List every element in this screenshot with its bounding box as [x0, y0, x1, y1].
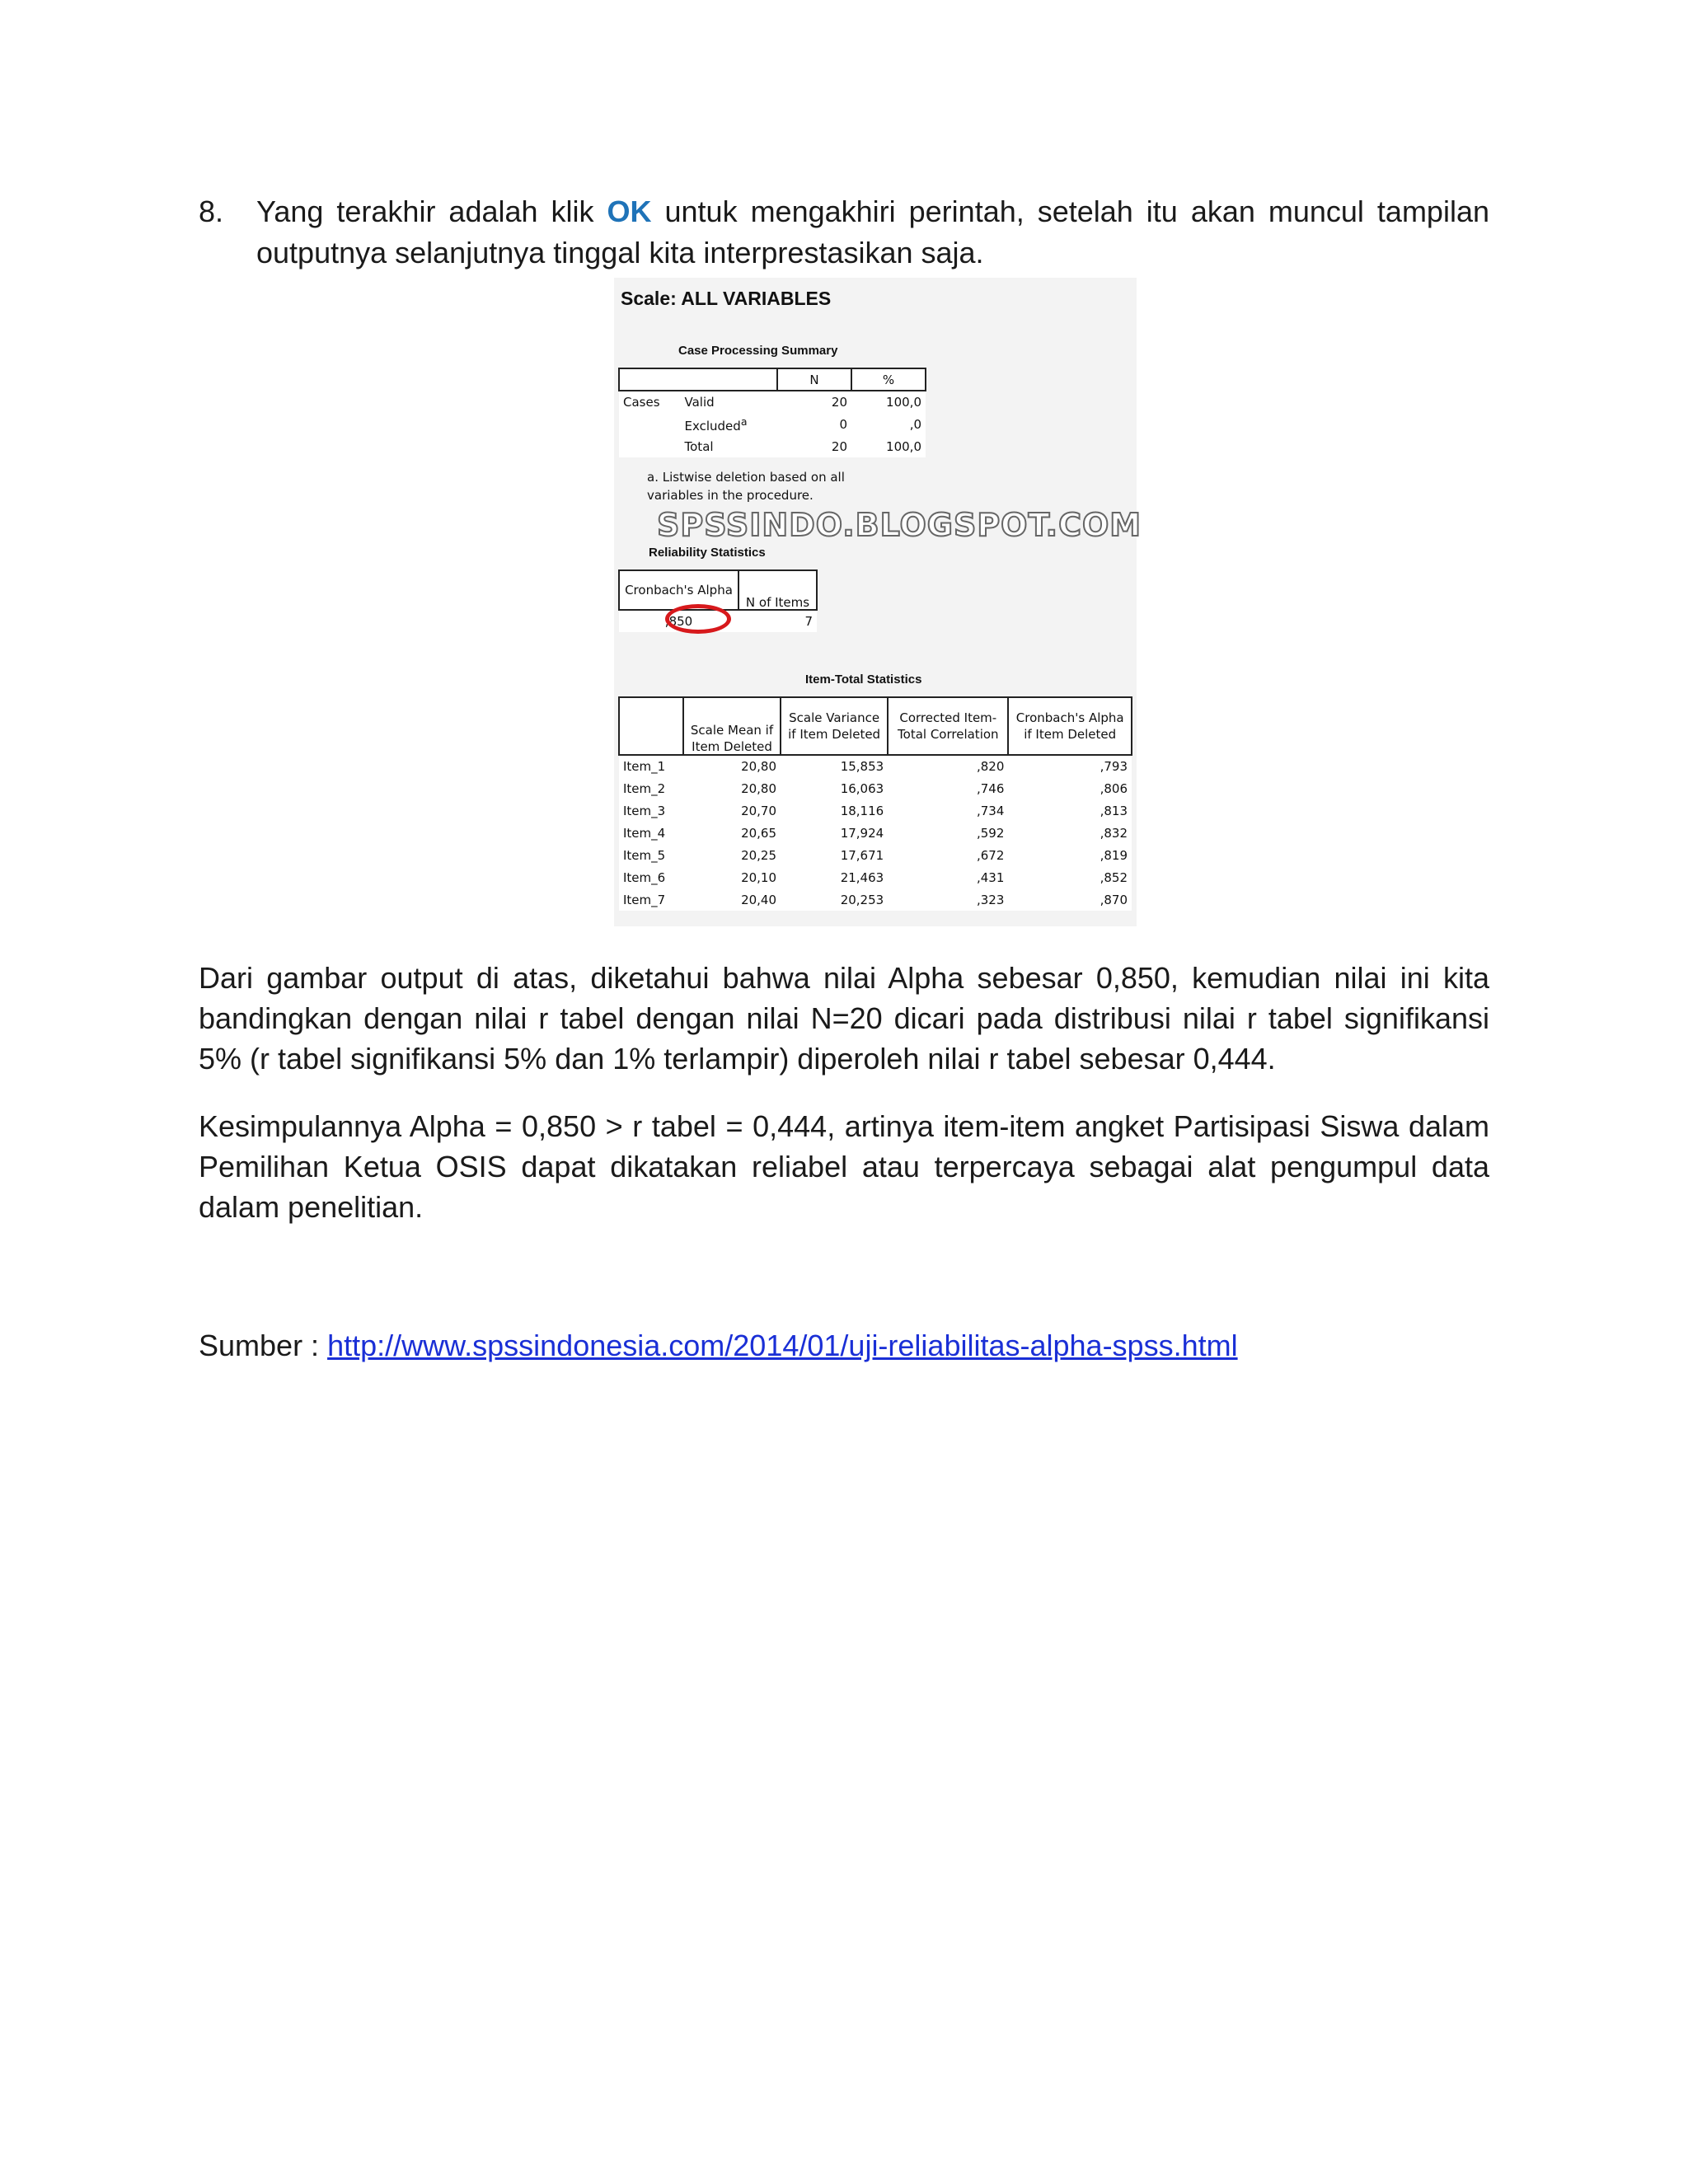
table-row: [619, 391, 926, 413]
table-cell: 20,40: [741, 892, 777, 907]
items-value: 7: [804, 613, 813, 629]
table-cell: 20,10: [741, 869, 777, 885]
table-row: [619, 799, 1132, 822]
watermark: SPSSINDO.BLOGSPOT.COM: [657, 507, 1142, 543]
table-cell: ,0: [909, 416, 921, 432]
step-text-before: Yang terakhir adalah klik: [256, 194, 607, 228]
header-cell: Scale Mean if Item Deleted: [683, 697, 781, 755]
alpha-value: ,850: [664, 613, 693, 629]
table-cell: 15,853: [840, 758, 884, 774]
table-cell: 20,253: [840, 892, 884, 907]
table-cell: [619, 413, 681, 435]
table-row: [619, 822, 1132, 844]
table-cell: [619, 435, 681, 457]
table-cell: ,672: [976, 847, 1005, 863]
table-row: [619, 413, 926, 435]
table-cell: Item_1: [623, 758, 666, 774]
table-cell: 21,463: [840, 869, 884, 885]
table-row: [619, 888, 1132, 911]
header-cell: Scale Variance if Item Deleted: [781, 697, 888, 755]
step-text: [256, 191, 1489, 274]
table-cell: 20,80: [741, 758, 777, 774]
excluded-label: Excluded: [684, 418, 741, 434]
table-cell: Item_6: [623, 869, 666, 885]
table-header-row: [619, 570, 817, 610]
table-cell: 0: [839, 416, 847, 432]
table-cell: 20,70: [741, 803, 777, 818]
table-cell: ,806: [1100, 780, 1128, 796]
case-processing-caption: Case Processing Summary: [678, 344, 838, 358]
header-cell: [619, 697, 683, 755]
header-cell: %: [851, 368, 926, 391]
table-row: [619, 755, 1132, 777]
table-row: [619, 777, 1132, 799]
item-total-table: [619, 697, 1132, 911]
table-cell: Cases: [623, 394, 660, 410]
table-cell: 20: [831, 438, 847, 454]
table-row: [619, 866, 1132, 888]
table-cell: ,819: [1100, 847, 1128, 863]
item-total-caption: Item-Total Statistics: [805, 673, 922, 687]
table-cell: Item_7: [623, 892, 666, 907]
source-line: [199, 1325, 1238, 1366]
header-cell: N of Items: [738, 570, 817, 610]
table-cell: Item_4: [623, 825, 666, 841]
table-cell: 100,0: [886, 394, 921, 410]
table-cell: ,746: [976, 780, 1005, 796]
table-cell: 17,924: [840, 825, 884, 841]
step-8: [199, 191, 1489, 274]
table-header-row: [619, 368, 926, 391]
table-cell: 100,0: [886, 438, 921, 454]
ok-keyword: OK: [607, 194, 652, 228]
table-cell: ,734: [976, 803, 1005, 818]
table-cell: 20: [831, 394, 847, 410]
spss-output-screenshot: [614, 278, 1142, 926]
paragraph-conclusion: Kesimpulannya Alpha = 0,850 > r tabel = 0,444, artinya item-item angket Partisipasi Siswa dalam Pemilihan Ketua OSIS dapat dikatakan reliabel atau terpercaya sebagai alat pengumpul data dalam penelitian.: [199, 1109, 1489, 1224]
table-cell: ,431: [976, 869, 1005, 885]
table-cell: 17,671: [840, 847, 884, 863]
scale-title: Scale: ALL VARIABLES: [621, 288, 832, 309]
table-cell: ,852: [1100, 869, 1128, 885]
table-cell: [681, 413, 777, 435]
header-cell: Cronbach's Alpha: [619, 570, 738, 610]
table-row: [619, 435, 926, 457]
header-cell: N: [777, 368, 851, 391]
table-cell: Total: [684, 438, 714, 454]
table-cell: Item_5: [623, 847, 666, 863]
table-cell: ,813: [1100, 803, 1128, 818]
table-cell: 20,25: [741, 847, 777, 863]
table-cell: Item_3: [623, 803, 666, 818]
table-cell: 20,80: [741, 780, 777, 796]
table-row: [619, 844, 1132, 866]
step-number: 8.: [199, 194, 224, 228]
case-processing-table: [619, 368, 926, 457]
table-cell: Valid: [684, 394, 715, 410]
reliability-caption: Reliability Statistics: [649, 546, 766, 560]
source-link[interactable]: http://www.spssindonesia.com/2014/01/uji-reliabilitas-alpha-spss.html: [327, 1329, 1238, 1362]
step-text-after: untuk mengakhiri perintah, setelah itu akan muncul tampilan outputnya selanjutnya tinggal kita interprestasikan saja.: [256, 194, 1489, 269]
table-cell: 16,063: [840, 780, 884, 796]
table-cell: ,592: [976, 825, 1005, 841]
table-cell: Item_2: [623, 780, 666, 796]
alpha-highlight-ring: [665, 604, 731, 634]
source-label: Sumber :: [199, 1329, 328, 1362]
table-cell: ,832: [1100, 825, 1128, 841]
footnote-marker: a: [740, 415, 748, 428]
header-cell: Cronbach's Alpha if Item Deleted: [1008, 697, 1132, 755]
table-cell: ,820: [976, 758, 1005, 774]
table-cell: ,870: [1100, 892, 1128, 907]
table-cell: 18,116: [840, 803, 884, 818]
paragraph-alpha-comparison: Dari gambar output di atas, diketahui bahwa nilai Alpha sebesar 0,850, kemudian nilai ini kita bandingkan dengan nilai r tabel dengan nilai N=20 dicari pada distribusi nilai r tabel signifikansi 5% (r tabel signifikansi 5% dan 1% terlampir) diperoleh nilai r tabel sebesar 0,444.: [199, 961, 1489, 1076]
table-cell: 20,65: [741, 825, 777, 841]
table-header-row: [619, 697, 1132, 755]
table-cell: ,323: [976, 892, 1005, 907]
listwise-note: a. Listwise deletion based on all variables in the procedure.: [647, 470, 845, 503]
header-cell: [619, 368, 777, 391]
table-cell: ,793: [1100, 758, 1128, 774]
header-cell: Corrected Item-Total Correlation: [888, 697, 1008, 755]
